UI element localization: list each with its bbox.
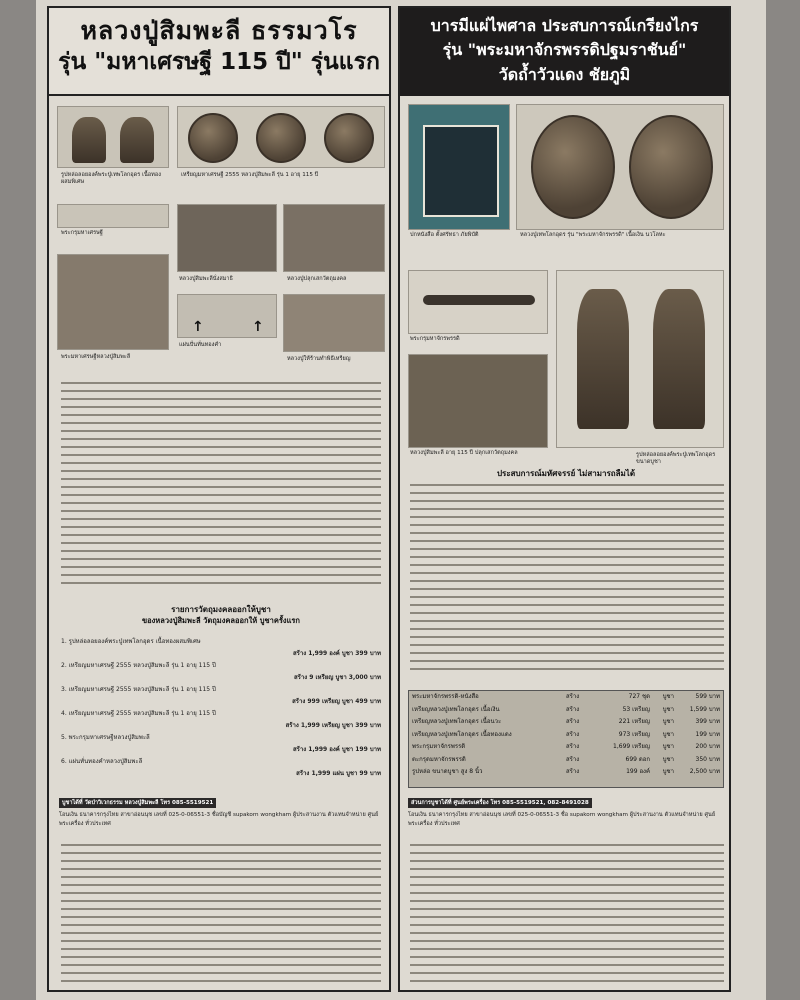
list-item: 4. เหรียญมหาเศรษฐี 2555 หลวงปู่สิมพะลี รุ่น 1 อายุ 115 ปี: [61, 710, 216, 717]
caption-coin: เหรียญมหาเศรษฐี 2555 หลวงปู่สิมพะลี รุ่น 1 อายุ 115 ปี: [181, 172, 319, 178]
caption-monk-sitting: หลวงปู่สิมพะลีนั่งสมาธิ: [179, 276, 233, 282]
section-title: ประสบการณ์มหัศจรรย์ ไม่สามารถลืมได้: [496, 469, 636, 478]
amulet-strip-photo: [57, 204, 169, 228]
medal-photo: [516, 104, 724, 230]
left-title-line1: หลวงปู่สิมพะลี ธรรมวโร: [80, 16, 358, 45]
talisman-photo: [408, 270, 548, 334]
table-row: พระกรุมหาจักรพรรดิ สร้าง 1,699 เหรียญ บูชา 200 บาท: [412, 743, 720, 750]
book-cover: [423, 125, 499, 217]
medal-front: [531, 115, 615, 219]
coin-3: [324, 113, 374, 163]
list-item-price: สร้าง 999 เหรียญ บูชา 499 บาท: [292, 698, 381, 705]
list-title-1: รายการวัตถุมงคลออกให้บูชา: [171, 605, 271, 614]
list-item-price: สร้าง 1,999 แผ่น บูชา 99 บาท: [296, 770, 381, 777]
blessing-photo: [283, 294, 385, 352]
list-item: 1. รูปหล่อลอยองค์พระปู่เทพโลกอุดร เนื้อทองผสมพิเศษ: [61, 638, 201, 645]
table-row: รูปหล่อ ขนาดบูชา สูง 8 นิ้ว สร้าง 199 องค์ บูชา 2,500 บาท: [412, 768, 720, 775]
gold-sheet-photo: [177, 294, 277, 338]
right-contact-lines: [410, 838, 724, 988]
coin-photo: [177, 106, 385, 168]
left-contact-text: โอนเงิน ธนาคารกรุงไทย สาขาอ่อนนุช เลขที่ 025-0-06551-3 ชื่อบัญชี supakorn wongkham ผู้ประสานงาน ตัวแทนจำหน่าย ศูนย์พระเครื่อง ทั่วประเทศ: [59, 812, 379, 827]
price-list: [61, 636, 381, 780]
statue-figure-side: [653, 289, 705, 429]
bronze-statue-photo: [556, 270, 724, 448]
table-row: เหรียญหลวงปู่เทพโลกอุดร เนื้อเงิน สร้าง 53 เหรียญ บูชา 1,599 บาท: [412, 705, 720, 713]
right-title-line2: รุ่น "พระมหาจักรพรรดิปฐมราชันย์": [442, 40, 687, 59]
caption-talisman: พระกรุมหาจักรพรรดิ: [410, 336, 460, 342]
statue-figure-standing: [577, 289, 629, 429]
caption-statue: รูปหล่อลอยองค์พระปู่เทพโลกอุดร เนื้อทองผสมพิเศษ: [61, 172, 161, 185]
price-table: [408, 690, 724, 788]
table-row: พระมหาจักรพรรดิ-หนังสือ สร้าง 727 ชุด บูชา 599 บาท: [412, 693, 720, 700]
list-item: 5. พระกรุมหาเศรษฐีหลวงปู่สิมพะลี: [61, 734, 150, 741]
list-item-price: สร้าง 1,999 องค์ บูชา 399 บาท: [292, 650, 381, 657]
caption-gold-sheet: แผ่นปั่นทั่นทองคำ: [179, 342, 222, 348]
table-row: เหรียญหลวงปู่เทพโลกอุดร เนื้อนวะ สร้าง 221 เหรียญ บูชา 399 บาท: [412, 718, 720, 725]
right-header: [400, 8, 729, 96]
statue-figure-front: [72, 117, 106, 163]
list-title-2: ของหลวงปู่สิมพะลี วัตถุมงคลออกให้ บูชาครั้งแรก: [142, 616, 300, 625]
caption-statue-size: รูปหล่อลอยองค์พระปู่เทพโลกอุดร ขนาดบูชา: [636, 452, 716, 465]
right-body-text: [410, 478, 724, 676]
caption-portrait: พระมหาเศรษฐีหลวงปู่สิมพะลี: [61, 354, 131, 360]
talisman-rod: [423, 295, 535, 305]
caption-book: ปกหนังสือ ตั้งศรัทธา ภัยพิบัติ: [410, 232, 479, 238]
left-header: [49, 8, 389, 96]
list-item-price: สร้าง 9 เหรียญ บูชา 3,000 บาท: [293, 674, 381, 681]
arrow-up-right: ↑: [252, 319, 264, 335]
book-photo: [408, 104, 510, 230]
coin-1: [188, 113, 238, 163]
list-item: 6. แผ่นทั่นทองคำหลวงปู่สิมพะลี: [61, 758, 143, 765]
caption-ceremony-monk: หลวงปู่สิมพะลี อายุ 115 ปี ปลุกเสกวัตถุมงคล: [410, 450, 518, 456]
ceremony-photo: [283, 204, 385, 272]
medal-back: [629, 115, 713, 219]
list-item-price: สร้าง 1,999 องค์ บูชา 199 บาท: [292, 746, 381, 753]
caption-amulet-strip: พระกรุมหาเศรษฐี: [61, 230, 103, 236]
monk-sitting-photo: [177, 204, 277, 272]
left-title-line2: รุ่น "มหาเศรษฐี 115 ปี" รุ่นแรก: [58, 49, 380, 75]
arrow-up-left: ↑: [192, 319, 204, 335]
right-contact-text: โอนเงิน ธนาคารกรุงไทย สาขาอ่อนนุช เลขที่ 025-0-06551-3 ชื่อ supakorn wongkham ผู้ประสานงาน ตัวแทนจำหน่าย ศูนย์พระเครื่อง ทั่วประเทศ: [408, 812, 716, 827]
list-item: 2. เหรียญมหาเศรษฐี 2555 หลวงปู่สิมพะลี รุ่น 1 อายุ 115 ปี: [61, 662, 216, 669]
left-body-text: [61, 376, 381, 590]
left-contact-bar: บูชาได้ที่ วัดป่าวิเวกธรรม หลวงปู่สิมพะลี โทร 085-5519521: [59, 798, 216, 808]
right-title-line1: บารมีแผ่ไพศาล ประสบการณ์เกรียงไกร: [430, 16, 699, 35]
right-contact: [408, 798, 724, 828]
right-contact-bar: ส่วนการบูชาได้ที่ ศูนย์พระเครื่อง โทร 085-5519521, 082-8491028: [408, 798, 592, 808]
right-article: [398, 6, 731, 992]
statue-photo: [57, 106, 169, 168]
table-row: เหรียญหลวงปู่เทพโลกอุดร เนื้อทองแดง สร้าง 973 เหรียญ บูชา 199 บาท: [412, 730, 720, 738]
statue-figure-back: [120, 117, 154, 163]
caption-medal: หลวงปู่เทพโลกอุดร รุ่น "พระมหาจักรพรรดิ" เนื้อเงิน นวโลหะ: [520, 232, 666, 238]
coin-2: [256, 113, 306, 163]
caption-ceremony: หลวงปู่ปลุกเสกวัตถุมงคล: [287, 276, 347, 282]
left-contact: [59, 798, 383, 828]
list-item: 3. เหรียญมหาเศรษฐี 2555 หลวงปู่สิมพะลี รุ่น 1 อายุ 115 ปี: [61, 686, 216, 693]
monk-portrait-photo: [57, 254, 169, 350]
ceremony-monk-photo: [408, 354, 548, 448]
left-article: [47, 6, 391, 992]
left-contact-lines: [61, 838, 381, 988]
caption-blessing: หลวงปู่ให้ร้านทำพิธีเหรียญ: [287, 356, 351, 362]
list-item-price: สร้าง 1,999 เหรียญ บูชา 399 บาท: [285, 722, 381, 729]
right-title-line3: วัดถ้ำวัวแดง ชัยภูมิ: [498, 65, 631, 84]
table-row: ตะกรุดมหาจักรพรรดิ สร้าง 699 ดอก บูชา 350 บาท: [412, 755, 720, 763]
